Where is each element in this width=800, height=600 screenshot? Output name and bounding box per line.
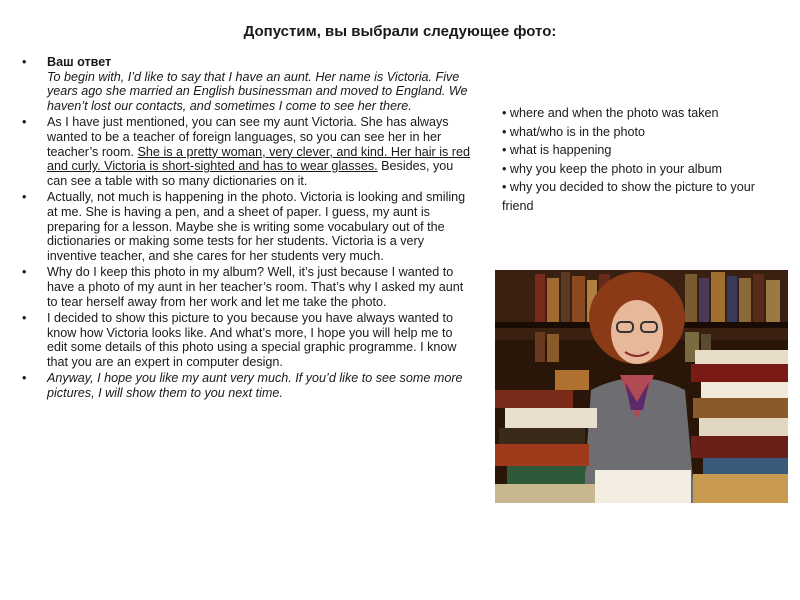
teacher-with-books-illustration [495,270,788,503]
checklist [502,104,777,215]
answer-item-why-show [22,311,470,369]
slide-title: Допустим, вы выбрали следующее фото: [243,23,557,40]
checklist-item: • where and when the photo was taken [502,106,719,120]
teacher-photo [495,270,788,503]
answer-text [22,55,470,403]
closing-paragraph: Anyway, I hope you like my aunt very much. If you’d like to see some more pictures, I will show them to you next time. [47,371,463,401]
who-paragraph-end: Besides, you can see a table with so many dictionaries on it. [47,159,454,188]
who-paragraph-start: As I have just mentioned, you can see my aunt Victoria. She has always wanted to be a teacher of foreign languages, so you can see her in her teacher’s room. [47,115,449,159]
answer-item-why-keep [22,265,470,309]
bullet: • [22,311,27,326]
bullet: • [22,115,27,130]
right-book-stack [691,350,788,503]
answer-label: Ваш ответ [47,55,112,69]
happening-paragraph: Actually, not much is happening in the photo. Victoria is looking and smiling at me. She is having a pen, and a sheet of paper. I guess, my aunt is preparing for a lesson. Maybe she is writing some vocabulary out of the dictionaries or making some tests for her students. Victoria is a very inventive teacher, and she cares for her students very much. [47,190,466,263]
answer-item-who [22,115,470,188]
intro-paragraph: To begin with, I’d like to say that I have an aunt. Her name is Victoria. Five years ago she married an English businessman and moved to England. We haven’t lost our contacts, and sometimes I come to see her there. [47,69,468,113]
bullet: • [22,371,27,386]
checklist-item: • why you decided to show the picture to your friend [502,180,755,213]
checklist-item: • what is happening [502,143,612,157]
bullet: • [22,265,27,280]
answer-item-closing [22,371,470,400]
checklist-item: • what/who is in the photo [502,124,646,139]
answer-list [22,55,470,401]
bullet: • [22,190,27,205]
why-show-paragraph: I decided to show this picture to you because you have always wanted to know how Victoria looks like. And what’s more, I hope you will help me to edit some details of this photo using a special graphic programme. I know that you are an expert in computer design. [47,311,457,369]
woman-figure [583,272,695,503]
why-keep-paragraph: Why do I keep this photo in my album? Well, it’s just because I wanted to have a photo of my aunt in her teacher’s room. That’s why I asked my aunt to tear herself away from her work and let me take the photo. [47,265,464,309]
checklist-item: • why you keep the photo in your album [502,161,723,176]
bullet: • [22,55,27,69]
answer-item-happening [22,190,470,263]
who-paragraph-underlined: She is a pretty woman, very clever, and kind. Her hair is red and curly. Victoria is short-sighted and has to wear glasses. [47,144,471,174]
answer-item-intro [22,55,470,113]
